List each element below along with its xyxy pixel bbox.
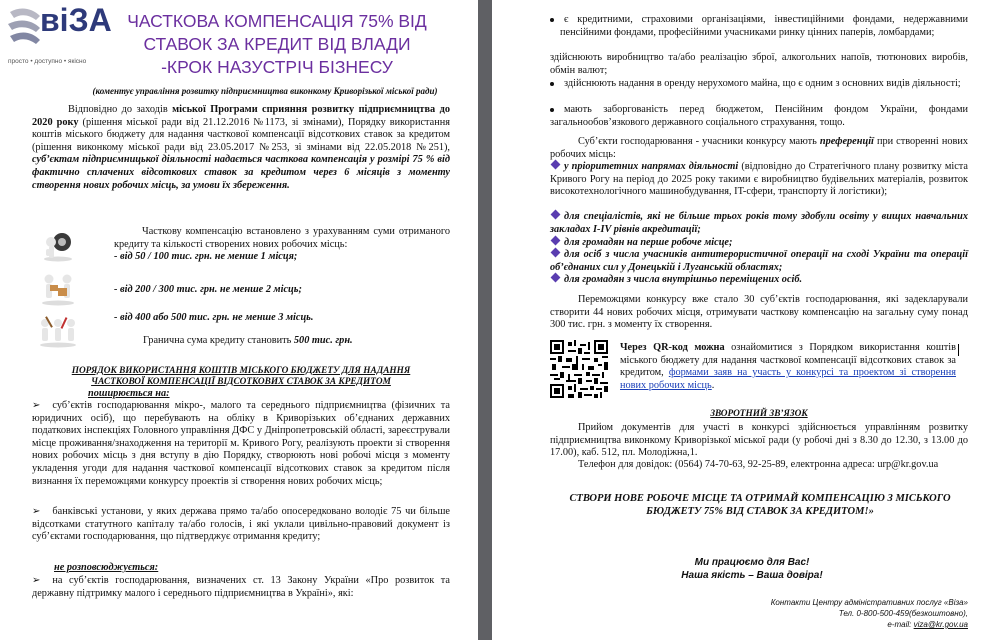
preference-2-text: для спеціалістів, які не більше трьох років тому здобули освіту у вищих навчальних закладах І-IV рівнів акредитації;	[550, 211, 968, 235]
program-name: міської Програми сприяння розвитку підприємництва до 2020 року	[32, 104, 450, 128]
preference-4-text: для осіб з числа учасників антитерористичної операції на сході України та операції об’єднаних сил у Донецькій і Луганській областях;	[550, 249, 968, 273]
tier-3-text: - від 400 або 500 тис. грн. не менше 3 місць.	[114, 312, 314, 323]
preferences-intro	[550, 136, 968, 161]
order-title-line: ЧАСТКОВОЇ КОМПЕНСАЦІЇ ВІДСОТКОВИХ СТАВОК ЗА КРЕДИТОМ	[91, 377, 391, 387]
bullet-icon	[550, 108, 554, 112]
qr-code-icon[interactable]	[550, 340, 608, 398]
credit-limit	[143, 335, 451, 348]
subtitle: (коментує управління розвитку підприємництва виконкому Криворізької міської ради)	[92, 86, 438, 96]
not-applies-label: не розповсюджується:	[54, 562, 159, 573]
title-line: -КРОК НАЗУСТРІЧ БІЗНЕСУ	[161, 57, 393, 77]
arrow-bullet-icon: ➢	[32, 575, 41, 586]
compensation-statement: суб’єктам підприємницької діяльності надається часткова компенсація у розмірі 75 % від фактично сплачених відсоткових ставок за кредитом через 6 місяців з моменту створення нових робочих місць, за умови їх збереження.	[32, 154, 450, 191]
compensation-intro: Часткову компенсацію встановлено з урахуванням суми отриманого кредиту та кількості створених нових робочих місць:	[114, 226, 450, 250]
tier-1-text: - від 50 / 100 тис. грн. не менше 1 місця;	[114, 251, 298, 262]
diamond-bullet-icon	[551, 248, 561, 258]
order-title	[32, 366, 450, 388]
not-applies-item-text: на суб’єктів господарювання, визначених ст. 13 Закону України «Про розвиток та державну підтримку малого і середнього підприємництва в Україні», які:	[32, 575, 450, 599]
intro-text-a: Відповідно до заходів	[68, 104, 173, 115]
page-title	[112, 10, 442, 79]
preference-5-text: для громадян з числа внутрішньо переміщених осіб.	[564, 274, 803, 285]
contacts-block	[672, 597, 968, 630]
bullet-icon	[550, 82, 554, 86]
not-applies-item	[32, 575, 450, 600]
preference-5	[550, 274, 968, 287]
applies-item-1	[32, 400, 450, 488]
preferences-intro-a: Суб’єкти господарювання - учасники конкурсу мають	[578, 136, 820, 147]
tier-2	[114, 284, 450, 297]
qr-end: .	[711, 379, 715, 391]
text-cursor	[958, 344, 959, 356]
credit-limit-label: Гранична сума кредиту становить	[143, 335, 294, 346]
people-boxes-icon	[36, 270, 80, 306]
exclusion-item-1-text: є кредитними, страховими організаціями, інвестиційними фондами, недержавними пенсійними фондами, професійними учасниками ринку цінних паперів, ломбардами;	[560, 14, 968, 38]
exclusion-item-3	[550, 104, 968, 129]
contacts-email-link[interactable]: viza@kr.gov.ua	[913, 620, 968, 629]
diamond-bullet-icon	[551, 210, 561, 220]
exclusion-item-1	[550, 14, 968, 39]
diamond-bullet-icon	[551, 273, 561, 283]
qr-text: ознайомитися з Порядком використання коштів міського бюджету для надання часткової компенсації відсоткових ставок за кредитом,	[620, 342, 956, 379]
phone-paragraph: Телефон для довідок: (0564) 74-70-63, 92-25-89, електронна адреса: urp@kr.gov.ua	[578, 459, 939, 470]
intro-text-c: (рішення міської ради від 21.12.2016 №1173, зі змінами), Порядку використання коштів міського бюджету для надання часткової компенсації відсоткових ставок за кредитом (рішення виконкому міської ради від 23.05.2017 №253, зі змінами від 22.05.2018 №251),	[32, 116, 450, 153]
motto	[652, 556, 852, 582]
exclusion-item-2-text: здійснюють надання в оренду нерухомого майна, що є одним з основних видів діяльності;	[564, 78, 961, 89]
preference-1-title: у пріоритетних напрямах діяльності	[564, 161, 739, 172]
feedback-paragraph: Прийом документів для участі в конкурсі здійснюється управлінням розвитку підприємництва виконкому Криворізької міської ради (у робочі дні з 8.30 до 12.30, з 13.00 до 17.00), каб. 512, пл. Молодіжна,1.	[550, 422, 968, 459]
left-page	[0, 0, 478, 640]
diamond-bullet-icon	[551, 160, 561, 170]
applies-item-2	[32, 506, 450, 544]
exclusion-item-2	[550, 78, 968, 91]
car-tire-icon	[36, 226, 80, 262]
exclusion-item-3-text: мають заборгованість перед бюджетом, Пенсійним фондом України, фондами загальнообов’язкового державного соціального страхування, тощо.	[550, 104, 968, 128]
title-line: СТАВОК ЗА КРЕДИТ ВІД ВЛАДИ	[143, 34, 411, 54]
title-line: ЧАСТКОВА КОМПЕНСАЦІЯ 75% ВІД	[127, 11, 427, 31]
feedback-title: ЗВОРОТНИЙ ЗВ’ЯЗОК	[710, 409, 808, 419]
bullet-icon	[550, 18, 554, 22]
preference-1-text: (відповідно до Стратегічного плану розвитку міста Кривого Рогу на період до 2025 року такими є виробництво будівельних матеріалів, розвиток високотехнологічного машинобудування, IT-сфери, транспорту й логістики);	[550, 161, 968, 198]
tier-2-text: - від 200 / 300 тис. грн. не менше 2 місць;	[114, 284, 302, 295]
applies-item-1-text: суб’єктів господарювання мікро-, малого та середнього підприємництва (фізичних та юридичних осіб), що перебувають на обліку в Криворізьких об’єднаних державних податкових інспекціях Головного управління ДФС у Дніпропетровській області, зареєстрували місце проживання/знаходження на території м. Кривого Рогу, реалізують проекти зі створення нових робочих місць з дня вступу в дію Порядку, створюють нові робочі місця з моменту укладення угоди для надання часткової компенсації відсоткових ставок за кредитом після визнання їх переможцями конкурсу проектів зі створення нових робочих місць;	[32, 400, 450, 487]
tier-3	[114, 312, 450, 325]
diamond-bullet-icon	[551, 236, 561, 246]
motto-line-2: Наша якість – Ваша довіра!	[681, 570, 823, 581]
slogan: СТВОРИ НОВЕ РОБОЧЕ МІСЦЕ ТА ОТРИМАЙ КОМПЕНСАЦІЮ З МІСЬКОГО БЮДЖЕТУ 75% ВІД СТАВОК ЗА КРЕДИТОМ!»	[569, 493, 951, 517]
winners-paragraph: Переможцями конкурсу вже стало 30 суб’єктів господарювання, які задекларували створити 44 нових робочих місця, отримувати часткову компенсацію на загальну суму понад 300 тис. грн. з моменту їх створення.	[550, 294, 968, 331]
order-title-line: ПОРЯДОК ВИКОРИСТАННЯ КОШТІВ МІСЬКОГО БЮДЖЕТУ ДЛЯ НАДАННЯ	[71, 366, 411, 376]
applies-item-2-text: банківські установи, у яких держава прямо та/або опосередковано володіє 75 чи більше відсотками статутного капіталу та/або голосів, і які уклали цивільно-правовий документ із суб’єктами господарювання, що підтверджує отримання кредиту;	[32, 506, 450, 543]
viza-logo	[6, 2, 114, 70]
preference-1	[550, 161, 968, 199]
arrow-bullet-icon: ➢	[32, 506, 41, 517]
contacts-email-line	[672, 619, 968, 630]
exclusion-item-1b: здійснюють виробництво та/або реалізацію зброї, алкогольних напоїв, тютюнових виробів, обмін валют;	[550, 52, 968, 76]
contacts-phone: Тел. 0-800-500-459(безкоштовно),	[838, 609, 968, 618]
logo-tagline: просто • доступно • якісно	[8, 58, 87, 65]
qr-paragraph	[620, 342, 956, 392]
preferences-intro-c: при створенні нових робочих місць:	[550, 136, 968, 160]
qr-lead: Через QR-код можна	[620, 342, 725, 353]
logo-text: віЗА	[40, 2, 112, 38]
preference-2	[550, 211, 968, 236]
credit-limit-value: 500 тис. грн.	[293, 335, 353, 346]
motto-line-1: Ми працюємо для Вас!	[694, 557, 810, 568]
contacts-title: Контакти Центру адміністративних послуг «Віза»	[770, 598, 968, 607]
right-page	[492, 0, 984, 640]
qr-forms-link[interactable]: формами заяв на участь у конкурсі та проектом зі створення нових робочих місць	[620, 367, 957, 391]
workers-tools-icon	[36, 312, 80, 348]
intro-paragraph	[32, 104, 450, 192]
applies-label: поширюється на:	[88, 388, 170, 399]
tier-1	[114, 251, 450, 264]
preference-3-text: для громадян на перше робоче місце;	[564, 237, 733, 248]
arrow-bullet-icon: ➢	[32, 400, 41, 411]
preference-4	[550, 249, 968, 274]
preference-3	[550, 237, 968, 250]
preferences-word: преференції	[819, 136, 874, 147]
contacts-email-label: e-mail:	[887, 620, 914, 629]
